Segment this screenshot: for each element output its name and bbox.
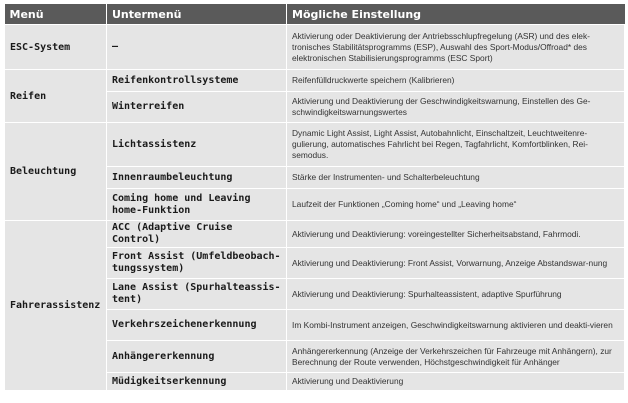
setting-cell: Aktivierung und Deaktivierung: Spurhalteassistent, adaptive Spurführung bbox=[287, 279, 625, 310]
submenu-cell: Lane Assist (Spurhalteassis-tent) bbox=[107, 279, 287, 310]
submenu-cell: Müdigkeitserkennung bbox=[107, 373, 287, 391]
submenu-cell: ACC (Adaptive Cruise Control) bbox=[107, 221, 287, 248]
menu-cell: ESC-System bbox=[5, 25, 107, 70]
table-row bbox=[5, 70, 625, 92]
submenu-cell: Verkehrszeichenerkennung bbox=[107, 310, 287, 341]
header-submenu: Untermenü bbox=[107, 4, 287, 25]
setting-cell: Laufzeit der Funktionen „Coming home“ und „Leaving home“ bbox=[287, 189, 625, 221]
setting-cell: Anhängererkennung (Anzeige der Verkehrszeichen für Fahrzeuge mit Anhängern), zur Berechnung der Route verwenden, Höchstgeschwindigkeit für Anhänger bbox=[287, 341, 625, 373]
submenu-cell: Coming home und Leaving home-Funktion bbox=[107, 189, 287, 221]
setting-cell: Aktivierung und Deaktivierung: voreingestellter Sicherheitsabstand, Fahrmodi. bbox=[287, 221, 625, 248]
submenu-cell: – bbox=[107, 25, 287, 70]
header-setting: Mögliche Einstellung bbox=[287, 4, 625, 25]
table-row bbox=[5, 123, 625, 167]
setting-cell: Im Kombi-Instrument anzeigen, Geschwindigkeitswarnung aktivieren und deakti-vieren bbox=[287, 310, 625, 341]
menu-cell: Beleuchtung bbox=[5, 123, 107, 221]
header-menu: Menü bbox=[5, 4, 107, 25]
setting-cell: Stärke der Instrumenten- und Schalterbeleuchtung bbox=[287, 167, 625, 189]
submenu-cell: Anhängererkennung bbox=[107, 341, 287, 373]
submenu-cell: Reifenkontrollsysteme bbox=[107, 70, 287, 92]
setting-cell: Dynamic Light Assist, Light Assist, Autobahnlicht, Einschaltzeit, Leuchtweitenre-gulierung, automatisches Fahrlicht bei Regen, Tagfahrlicht, Komfortblinken, Rei-semodus. bbox=[287, 123, 625, 167]
setting-cell: Aktivierung und Deaktivierung bbox=[287, 373, 625, 391]
submenu-cell: Lichtassistenz bbox=[107, 123, 287, 167]
submenu-cell: Front Assist (Umfeldbeobach-tungssystem) bbox=[107, 248, 287, 279]
table-row bbox=[5, 221, 625, 248]
setting-cell: Aktivierung und Deaktivierung der Geschwindigkeitswarnung, Einstellen des Ge-schwindigkeitswarnungswertes bbox=[287, 92, 625, 123]
setting-cell: Aktivierung und Deaktivierung: Front Assist, Vorwarnung, Anzeige Abstandswar-nung bbox=[287, 248, 625, 279]
table-row bbox=[5, 25, 625, 70]
submenu-cell: Innenraumbeleuchtung bbox=[107, 167, 287, 189]
setting-cell: Aktivierung oder Deaktivierung der Antriebsschlupfregelung (ASR) und des elek-tronisches Stabilitätsprogramms (ESP), Auswahl des Sport-Modus/Offroad* des elektronischen Stabilisierungsprogramms (ESC Sport) bbox=[287, 25, 625, 70]
header-row bbox=[5, 4, 625, 25]
setting-cell: Reifenfülldruckwerte speichern (Kalibrieren) bbox=[287, 70, 625, 92]
menu-cell: Fahrerassistenz bbox=[5, 221, 107, 391]
submenu-cell: Winterreifen bbox=[107, 92, 287, 123]
settings-table bbox=[4, 4, 625, 391]
menu-cell: Reifen bbox=[5, 70, 107, 123]
